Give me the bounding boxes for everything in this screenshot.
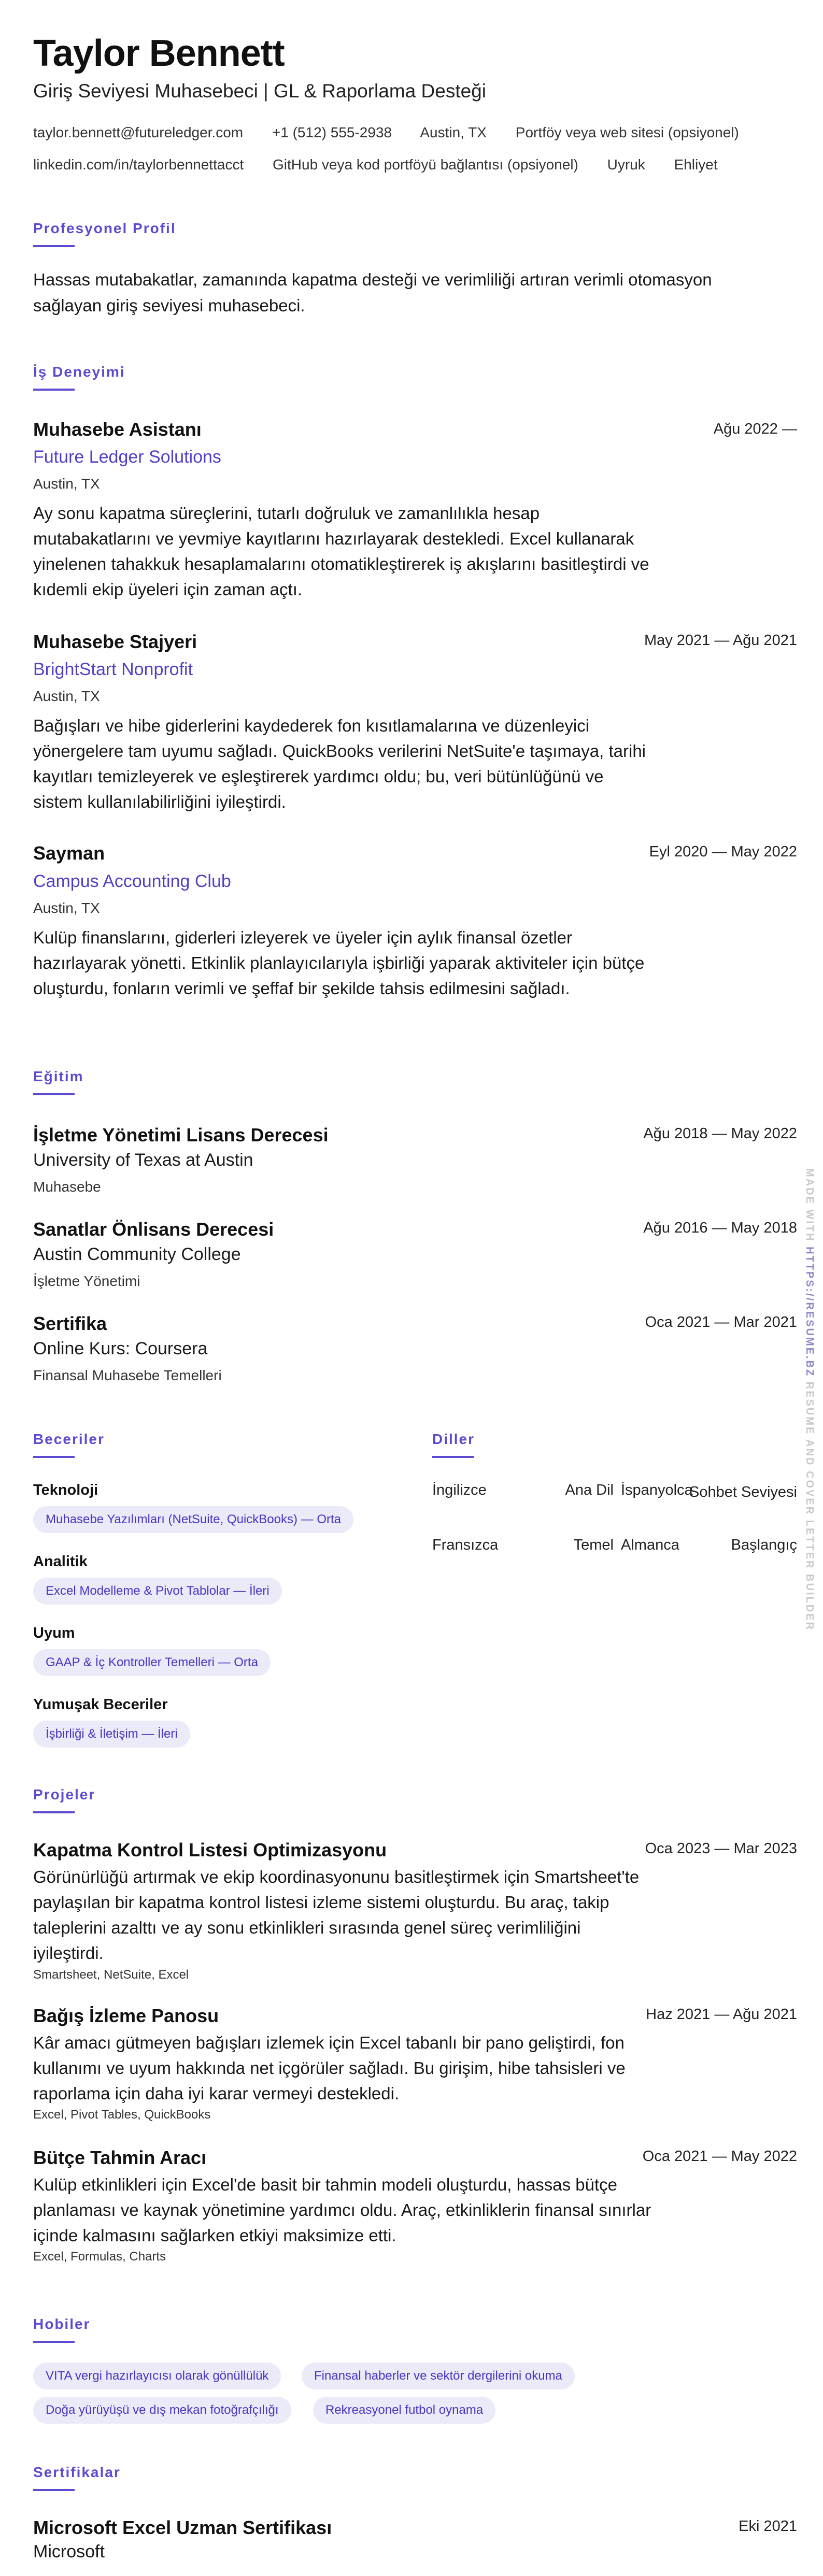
certifications-section-rule (33, 2489, 75, 2491)
contact-nationality: Uyruk (607, 156, 645, 173)
experience-location: Austin, TX (33, 688, 100, 704)
contact-phone[interactable]: +1 (512) 555-2938 (272, 124, 392, 140)
education-degree: Sanatlar Önlisans Derecesi (33, 1219, 274, 1240)
profile-section-rule (33, 245, 75, 247)
skills-section-rule (33, 1456, 75, 1458)
hobby-pill: Finansal haberler ve sektör dergilerini okuma (302, 2363, 575, 2389)
language-level: Temel (573, 1537, 614, 1553)
experience-dates: Ağu 2022 — (713, 421, 797, 437)
education-section-rule (33, 1093, 75, 1095)
languages-section-title: Diller (432, 1431, 475, 1447)
education-section-title: Eğitim (33, 1068, 84, 1084)
education-field: İşletme Yönetimi (33, 1273, 140, 1289)
education-degree: İşletme Yönetimi Lisans Derecesi (33, 1124, 329, 1146)
candidate-headline: Giriş Seviyesi Muhasebeci | GL & Raporlama Desteği (33, 80, 486, 102)
project-tech: Excel, Pivot Tables, QuickBooks (33, 2108, 211, 2122)
skill-pill: Muhasebe Yazılımları (NetSuite, QuickBooks) — Orta (33, 1506, 353, 1533)
project-dates: Oca 2023 — Mar 2023 (645, 1840, 797, 1857)
hobbies-section-title: Hobiler (33, 2316, 91, 2332)
contact-linkedin[interactable]: linkedin.com/in/taylorbennettacct (33, 156, 244, 173)
experience-section-title: İş Deneyimi (33, 364, 125, 380)
certification-name: Microsoft Excel Uzman Sertifikası (33, 2517, 332, 2538)
project-name: Bağış İzleme Panosu (33, 2005, 219, 2026)
education-field: Finansal Muhasebe Temelleri (33, 1367, 222, 1383)
skill-pill: İşbirliği & İletişim — İleri (33, 1721, 190, 1748)
skill-group-name: Analitik (33, 1553, 88, 1570)
contact-github[interactable]: GitHub veya kod portföyü bağlantısı (opsiyonel) (273, 156, 578, 173)
project-name: Kapatma Kontrol Listesi Optimizasyonu (33, 1839, 387, 1861)
skills-section-title: Beceriler (33, 1431, 105, 1447)
projects-section-title: Projeler (33, 1786, 96, 1802)
project-name: Bütçe Tahmin Aracı (33, 2147, 207, 2168)
language-level: Başlangıç (731, 1537, 797, 1553)
certification-issuer: Microsoft (33, 2542, 105, 2561)
project-description: Kâr amacı gütmeyen bağışları izlemek için Excel tabanlı bir pano geliştirdi, fon kullanımı ve uyum hakkında net içgörüler sağladı. Bu girişim, hibe tahsisleri ve raporlama için daha iyi karar vermeyi destekledi. (33, 2033, 626, 2103)
experience-description: Ay sonu kapatma süreçlerini, tutarlı doğruluk ve zamanlılıkla hesap mutabakatlarını ve yevmiye kayıtlarını hazırlayarak destekledi. Excel kullanarak yinelenen tahakkuk hesaplamalarını otomatikleştirerek iş akışlarını basitleştirdi ve kıdemli ekip üyeleri için zaman açtı. (33, 504, 649, 599)
contact-license: Ehliyet (674, 156, 718, 173)
profile-text: Hassas mutabakatlar, zamanında kapatma desteği ve verimliliği artıran verimli otomasyon sağlayan giriş seviyesi muhasebeci. (33, 270, 712, 315)
experience-dates: May 2021 — Ağu 2021 (644, 632, 797, 649)
education-school: University of Texas at Austin (33, 1150, 253, 1170)
language-level: Sohbet Seviyesi (689, 1484, 797, 1500)
education-school: Online Kurs: Coursera (33, 1339, 208, 1358)
education-dates: Oca 2021 — Mar 2021 (645, 1314, 797, 1330)
profile-section-title: Profesyonel Profil (33, 220, 176, 236)
project-description: Kulüp etkinlikleri için Excel'de basit bir tahmin modeli oluşturdu, hassas bütçe planlaması ve kaynak yönetimine yardımcı oldu. Araç, etkinliklerin finansal sınırlar içinde kalmasını sağlarken etkiyi maksimize etti. (33, 2175, 651, 2245)
contact-email[interactable]: taylor.bennett@futureledger.com (33, 124, 244, 140)
skill-pill: GAAP & İç Kontroller Temelleri — Orta (33, 1649, 271, 1676)
experience-company: Campus Accounting Club (33, 871, 231, 891)
skill-pill: Excel Modelleme & Pivot Tablolar — İleri (33, 1578, 282, 1605)
builder-watermark[interactable] (803, 1168, 815, 1631)
skill-group-name: Teknoloji (33, 1482, 98, 1498)
languages-section-rule (432, 1456, 474, 1458)
candidate-name: Taylor Bennett (33, 33, 285, 74)
experience-location: Austin, TX (33, 476, 100, 492)
project-dates: Haz 2021 — Ağu 2021 (646, 2006, 797, 2023)
experience-role: Muhasebe Stajyeri (33, 631, 197, 652)
certification-date: Eki 2021 (739, 2518, 797, 2535)
contact-website[interactable]: Portföy veya web sitesi (opsiyonel) (515, 124, 739, 140)
experience-location: Austin, TX (33, 900, 100, 916)
education-dates: Ağu 2018 — May 2022 (643, 1125, 797, 1142)
education-dates: Ağu 2016 — May 2018 (643, 1220, 797, 1236)
language-name: Almanca (621, 1537, 679, 1553)
experience-description: Kulüp finanslarını, giderleri izleyerek ve üyeler için aylık finansal özetler hazırlayarak yönetti. Etkinlik planlayıcılarıyla işbirliği yaparak aktiviteler için bütçe oluşturdu, fonların verimli ve şeffaf bir şekilde tahsis edilmesini sağladı. (33, 928, 645, 998)
hobbies-section-rule (33, 2341, 75, 2343)
contact-location: Austin, TX (420, 124, 487, 140)
experience-section-rule (33, 389, 75, 391)
projects-section-rule (33, 1811, 75, 1813)
experience-company: Future Ledger Solutions (33, 447, 221, 467)
language-name: Fransızca (432, 1537, 499, 1553)
project-tech: Smartsheet, NetSuite, Excel (33, 1968, 189, 1982)
contact-row-2 (33, 156, 743, 173)
certifications-section-title: Sertifikalar (33, 2464, 121, 2480)
watermark-link[interactable]: HTTPS://RESUME.BZ (804, 1247, 815, 1378)
skill-group-name: Yumuşak Beceriler (33, 1696, 168, 1713)
experience-description: Bağışları ve hibe giderlerini kaydederek fon kısıtlamalarına ve düzenleyici yönergelere tam uyumu sağladı. QuickBooks verilerini NetSuite'e taşımaya, tarihi kayıtları temizleyerek ve eşleştirerek yardımcı oldu; bu, veri bütünlüğünü ve sistem kullanılabilirliğini iyileştirdi. (33, 716, 646, 811)
project-dates: Oca 2021 — May 2022 (642, 2148, 797, 2165)
education-degree: Sertifika (33, 1313, 107, 1334)
education-field: Muhasebe (33, 1179, 101, 1195)
watermark-prefix: MADE WITH (804, 1168, 815, 1247)
language-name: İspanyolca (621, 1482, 693, 1498)
hobby-pill: VITA vergi hazırlayıcısı olarak gönüllülük (33, 2363, 281, 2389)
experience-dates: Eyl 2020 — May 2022 (649, 843, 797, 860)
experience-company: BrightStart Nonprofit (33, 660, 193, 679)
experience-role: Sayman (33, 842, 105, 864)
skill-group-name: Uyum (33, 1625, 75, 1641)
hobby-pill: Doğa yürüyüşü ve dış mekan fotoğrafçılığı (33, 2397, 291, 2424)
project-description: Görünürlüğü artırmak ve ekip koordinasyonunu basitleştirmek için Smartsheet'te paylaşılan bir kapatma kontrol listesi izleme sistemi oluşturdu. Bu araç, takip taleplerini azalttı ve ay sonu etkinlikleri sırasında genel süreç verimliliğini iyileştirdi. (33, 1867, 640, 1963)
hobby-pill: Rekreasyonel futbol oynama (313, 2397, 495, 2424)
experience-role: Muhasebe Asistanı (33, 419, 202, 440)
language-name: İngilizce (432, 1482, 487, 1498)
project-tech: Excel, Formulas, Charts (33, 2250, 166, 2264)
watermark-suffix: RESUME AND COVER LETTER BUILDER (804, 1377, 815, 1631)
language-level: Ana Dil (565, 1482, 614, 1498)
education-school: Austin Community College (33, 1244, 241, 1264)
contact-row-1 (33, 124, 764, 141)
